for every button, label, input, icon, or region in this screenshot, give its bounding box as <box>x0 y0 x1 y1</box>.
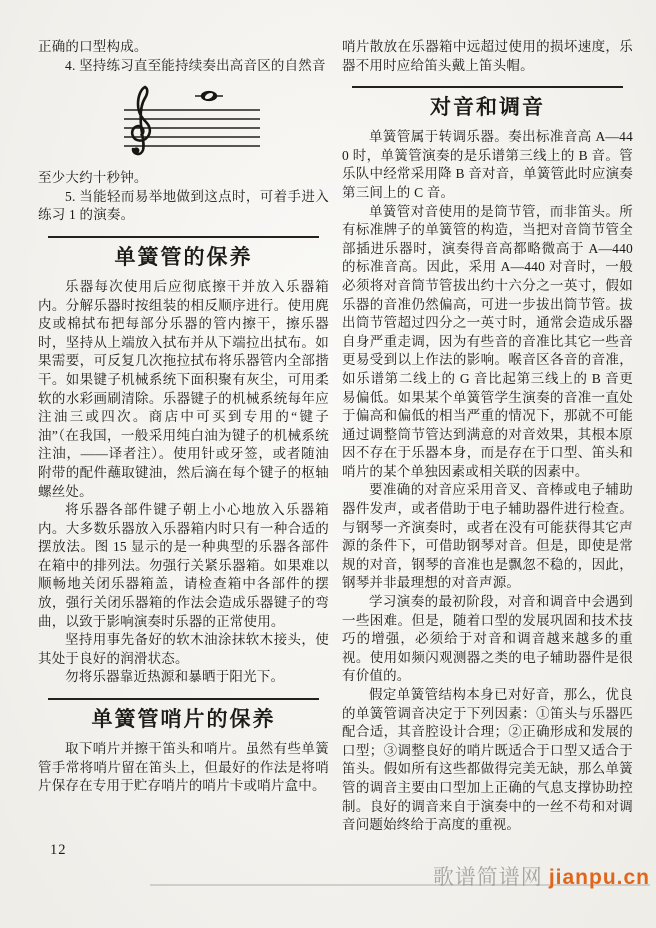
whole-note <box>200 91 216 101</box>
section-title-tuning: 对音和调音 <box>430 96 545 120</box>
paragraph-continuation: 哨片散放在乐器箱中远超过使用的损坏速度，乐器不用时应给笛头戴上笛头帽。 <box>342 39 633 73</box>
paragraph: 将乐器各部件键子朝上小心地放入乐器箱内。大多数乐器放入乐器箱内时只有一种合适的摆放法。图 15 显示的是一种典型的乐器各部件在箱中的排列法。勿强行关紧乐器箱。如果难以顺畅地关闭乐器箱盖，请检查箱中各部件的摆放，强行关闭乐器箱的作法会造成乐器键子的弯曲，以致于影响演奏时乐器的正常使用。 <box>38 502 329 629</box>
paragraph: 学习演奏的最初阶段，对音和调音中会遇到一些困难。但是，随着口型的发展巩固和技术技巧的增强，必须给于对音和调音越来越多的重视。使用如频闪观测器之类的电子辅助器件是很有价值的。 <box>342 594 633 684</box>
section-title-reed-care: 单簧管哨片的保养 <box>91 708 276 732</box>
paragraph: 单簧管属于转调乐器。奏出标准音高 A—440 时，单簧管演奏的是乐谱第三线上的 B 音。管乐队中经常采用降 B 音对音，单簧管此时应演奏第三间上的 C 音。 <box>342 129 633 200</box>
two-column-layout <box>38 38 634 835</box>
paragraph: 要准确的对音应采用音叉、音棒或电子辅助器件发声，或者借助于电子辅助器件进行检查。与钢琴一齐演奏时，或者在没有可能获得其它声源的条件下，可借助钢琴对音。但是，即使是常规的对音，钢琴的音准也是飘忽不稳的，因此，钢琴并非最理想的对音声源。 <box>342 482 633 591</box>
section-title-maintenance: 单簧管的保养 <box>114 245 253 269</box>
paragraph: 取下哨片并擦干笛头和哨片。虽然有些单簧管手常将哨片留在笛头上，但最好的作法是将哨片保存在专用于贮存哨片的哨片卡或哨片盒中。 <box>38 741 329 794</box>
paragraph: 乐器每次使用后应彻底擦干并放入乐器箱内。分解乐器时按组装的相反顺序进行。使用麂皮或棉拭布把每部分乐器的管内擦干，擦乐器时，坚持从上端放入拭布并从下端拉出拭布。如果需要，可反复几次拖拉拭布将乐器管内全部揩干。如果键子机械系统下面积聚有灰尘，可用柔软的水彩画刷清除。乐器键子的机械系统每年应注油三或四次。商店中可买到专用的“键子油”（在我国，一般采用纯白油为键子的机械系统注油，——译者注）。使用针或牙签，或者随油附带的配件蘸取键油，然后滴在每个键子的枢轴螺丝处。 <box>38 278 329 499</box>
paragraph: 假定单簧管结构本身已对好音，那么，优良的单簧管调音决定于下列因素：①笛头与乐器匹配合适，其音腔设计合理；②正确形成和发展的口型；③调整良好的哨片既适合于口型又适合于笛头。假如所有这些都做得完美无缺，那么单簧管的调音主要由口型加上正确的气息支撑协助控制。良好的调音来自于演奏中的一丝不苟和对调音问题始终给于高度的重视。 <box>342 687 633 833</box>
section-divider <box>48 236 319 238</box>
list-item-5: 5. 当能轻而易举地做到这点时，可着手进入练习 1 的演奏。 <box>38 188 329 223</box>
paragraph: 坚持用事先备好的软木油涂抹软木接头，使其处于良好的润滑状态。 <box>38 632 329 666</box>
left-column <box>38 38 329 835</box>
music-staff-figure <box>38 80 329 165</box>
page-number: 12 <box>50 842 67 858</box>
watermark-site-url: jianpu.cn <box>548 866 650 889</box>
section-divider <box>48 698 319 700</box>
paragraph-continuation: 正确的口型构成。 <box>38 39 148 54</box>
paragraph: 单簧管对音使用的是筒节管，而非笛头。所有标准牌子的单簧管的构造，当把对音筒节管全部插进乐器时，演奏得音高都略微高于 A—440 的标准音高。因此，采用 A—440 对音时，一般必须将对音筒节管拔出约十六分之一英寸，假如乐器的音准仍然偏高，可进一步拔出筒节管。拔出筒节管超过四分之一英寸时，通常会造成乐器自身严重走调，因为有些音的音准比其它一些音更易受到以上作法的影响。喉音区各音的音准，如乐谱第二线上的 G 音比起第三线上的 B 音更易偏低。如果某个单簧管学生演奏的音准一直处于偏高和偏低的相当严重的情况下，那就不可能通过调整筒节管达到满意的对音效果，其根本原因不存在于乐器本身，而是存在于口型、笛头和哨片的某个单独因素或相关联的因素中。 <box>342 203 633 479</box>
section-divider <box>352 86 623 88</box>
paragraph-after-figure: 至少大约十秒钟。 <box>38 170 148 186</box>
music-staff <box>100 80 268 160</box>
watermark-site-name: 歌谱简谱网 <box>432 866 543 889</box>
list-item-4: 4. 坚持练习直至能持续奏出高音区的自然音 <box>65 57 326 73</box>
right-column <box>342 38 633 835</box>
paragraph: 勿将乐器靠近热源和暴晒于阳光下。 <box>65 669 285 685</box>
treble-clef-icon <box>132 87 150 154</box>
watermark <box>433 861 650 891</box>
